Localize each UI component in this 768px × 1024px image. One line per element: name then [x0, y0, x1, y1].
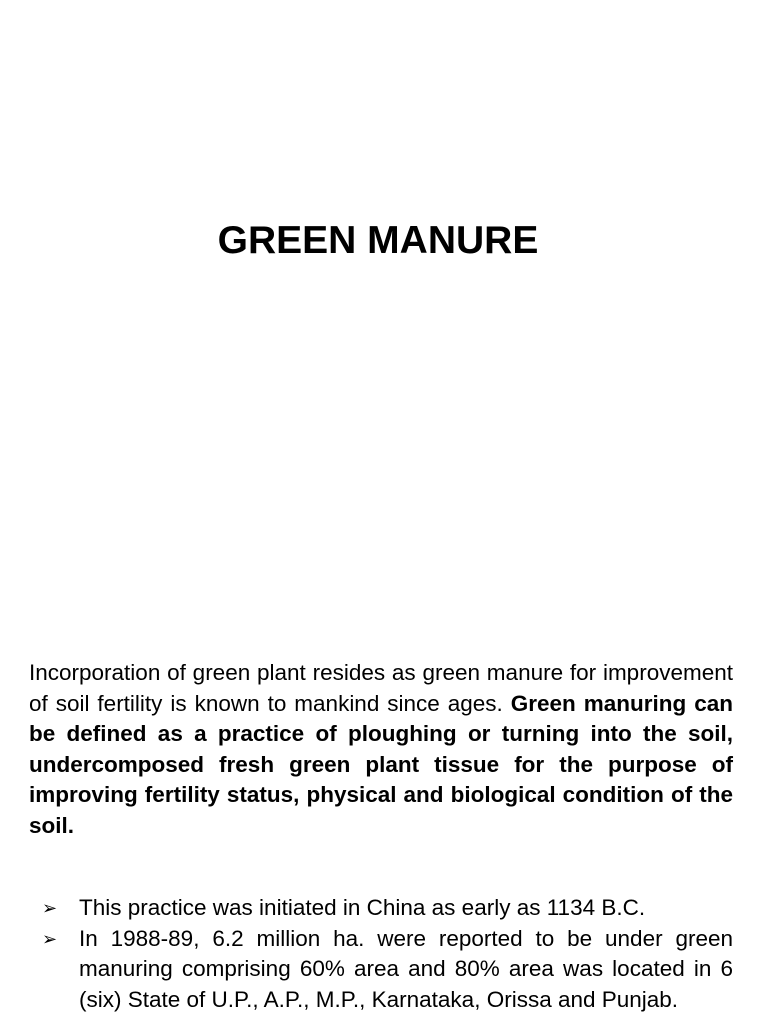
document-title: GREEN MANURE [217, 219, 539, 262]
list-item [29, 893, 733, 924]
bullet-list [29, 893, 733, 1015]
list-item [29, 924, 733, 1016]
bullet-text: In 1988-89, 6.2 million ha. were reported to be under green manuring comprising 60% area and 80% area was located in 6 (six) State of U.P., A.P., M.P., Karnataka, Orissa and Punjab. [79, 925, 733, 1012]
definition-bold-text: Green manuring can be defined as a practice of ploughing or turning into the soil, undercomposed fresh green plant tissue for the purpose of improving fertility status, physical and biological condition of the soil. [29, 690, 733, 838]
arrow-bullet-icon: ➢ [42, 928, 58, 949]
bullet-text: This practice was initiated in China as early as 1134 B.C. [79, 895, 646, 920]
intro-regular-text: Incorporation of green plant resides as green manure for improvement of soil fertility is known to mankind since ages. [29, 660, 733, 716]
intro-paragraph [29, 658, 733, 842]
arrow-bullet-icon: ➢ [42, 898, 58, 918]
